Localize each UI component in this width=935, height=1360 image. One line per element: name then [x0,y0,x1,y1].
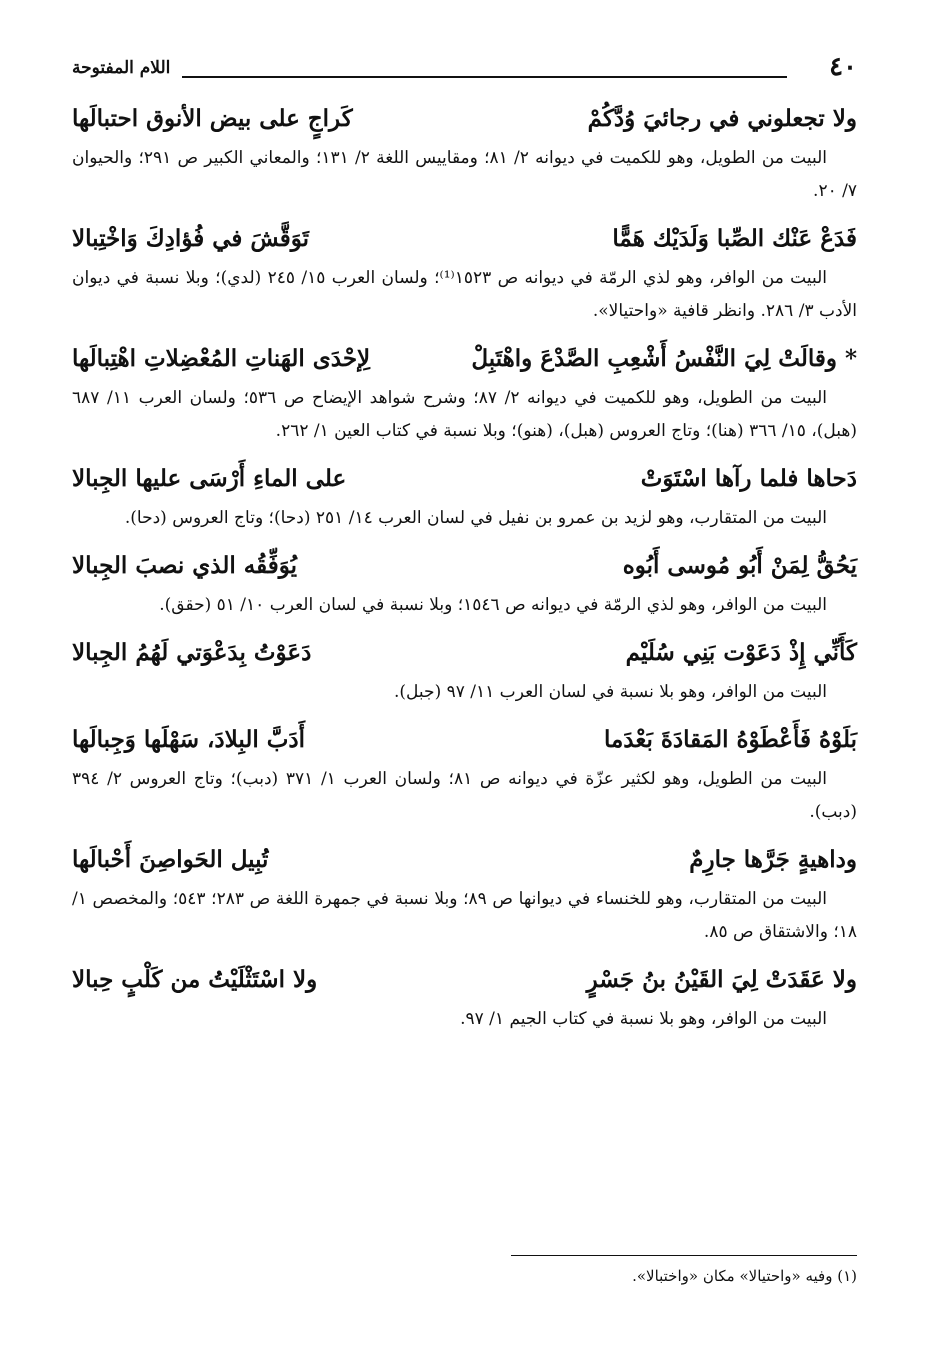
verse-line [72,456,857,502]
poem-entry [72,336,857,448]
verse-line [72,717,857,763]
verse-first-hemistich: يَحُقُّ لِمَنْ أَبُو مُوسى أَبُوه [622,552,857,579]
verse-note: البيت من المتقارب، وهو للخنساء في ديوانها ص ٨٩؛ وبلا نسبة في جمهرة اللغة ص ٢٨٣؛ ٥٤٣؛ والمخصص ١/ ١٨؛ والاشتقاق ص ٨٥. [72,889,857,942]
verse-second-hemistich: دَعَوْتُ بِدَعْوَتي لَهُمُ الجِبالا [72,639,312,666]
section-title: اللام المفتوحة [72,58,171,78]
verse-first-hemistich: كَأَنِّي إِذْ دَعَوْت بَنِي سُلَيْم [625,639,857,666]
verse-note: البيت من الوافر، وهو لذي الرمّة في ديوانه ص ١٥٤٦؛ وبلا نسبة في لسان العرب ١٠/ ٥١ (حقق). [159,595,827,615]
verse-line [72,216,857,262]
verse-line [72,543,857,589]
verse-note: البيت من الطويل، وهو لكثير عزّة في ديوانه ص ٨١؛ ولسان العرب ١/ ٣٧١ (دبب)؛ وتاج العروس ٢/ ٣٩٤ (دبب). [72,769,857,822]
verse-second-hemistich: ولا اسْتَثْلَيْتُ من كَلْبٍ حِبالا [72,966,318,993]
verse-second-hemistich: كَراجٍ على بيض الأنوق احتبالَها [72,105,353,132]
poem-entry [72,543,857,622]
page-content [72,96,857,1044]
poem-entry [72,957,857,1036]
verse-note: البيت من الوافر، وهو لذي الرمّة في ديوانه ص ١٥٢٣⁽¹⁾؛ ولسان العرب ١٥/ ٢٤٥ (لدي)؛ وبلا نسبة في ديوان الأدب ٣/ ٢٨٦. وانظر قافية «واحتيالا». [72,268,857,321]
poem-entry [72,717,857,829]
verse-line [72,96,857,142]
poem-entry [72,96,857,208]
verse-line [72,336,857,382]
page-header [72,52,857,92]
verse-first-hemistich: * وقالَتْ لِيَ النَّفْسُ أَشْعِبِ الصَّدْعَ واهْتَبِلْ [471,345,857,372]
poem-entry [72,837,857,949]
poem-entry [72,456,857,535]
verse-second-hemistich: تُبِيل الحَواصِنَ أَحْبالَها [72,846,269,873]
verse-second-hemistich: تَوَقَّشَ في فُؤادِكَ وَاخْتِبالا [72,225,309,252]
verse-second-hemistich: يُوَفِّقُه الذي نصبَ الجِبالا [72,552,297,579]
verse-first-hemistich: بَلَوْهُ فَأَعْطَوْهُ المَقادَةَ بَعْدَما [603,726,857,753]
verse-note: البيت من المتقارب، وهو لزيد بن عمرو بن نفيل في لسان العرب ١٤/ ٢٥١ (دحا)؛ وتاج العروس (دحا). [124,508,827,528]
verse-note: البيت من الطويل، وهو للكميت في ديوانه ٢/ ٨١؛ ومقاييس اللغة ٢/ ١٣١؛ والمعاني الكبير ص ٢٩١؛ والحيوان ٧/ ٢٠. [72,148,857,201]
page-number: ٤٠ [829,52,857,82]
verse-first-hemistich: فَدَعْ عَنْك الصِّبا وَلَدَيْك هَمًّا [612,225,857,252]
verse-second-hemistich: على الماءِ أَرْسَى عليها الجِبالا [72,465,347,492]
verse-note: البيت من الطويل، وهو للكميت في ديوانه ٢/ ٨٧؛ وشرح شواهد الإيضاح ص ٥٣٦؛ ولسان العرب ١١/ ٦٨٧ (هبل)، ١٥/ ٣٦٦ (هنا)؛ وتاج العروس (هبل)، (هنو)؛ وبلا نسبة في كتاب العين ١/ ٢٦٢. [72,388,857,441]
poem-entry [72,630,857,709]
verse-note: البيت من الوافر، وهو بلا نسبة في لسان العرب ١١/ ٩٧ (جبل). [394,682,827,702]
verse-second-hemistich: لِإحْدَى الهَناتِ المُعْضِلاتِ اهْتِبالَها [72,345,371,372]
footnote-divider [511,1255,857,1256]
verse-first-hemistich: ولا تجعلوني في رجائيَ وُدَّكُمْ [587,105,857,132]
verse-note: البيت من الوافر، وهو بلا نسبة في كتاب الجيم ١/ ٩٧. [460,1009,827,1029]
footnote: (١) وفيه «واحتيالا» مكان «واختبالا». [632,1267,857,1285]
verse-first-hemistich: دَحاها فلما رآها اسْتَوَتْ [640,465,857,492]
poem-entry [72,216,857,328]
verse-first-hemistich: وداهيةٍ جَرَّها جارِمٌ [689,846,857,873]
verse-line [72,957,857,1003]
verse-line [72,837,857,883]
verse-line [72,630,857,676]
verse-second-hemistich: أَدَبَّ البِلادَ، سَهْلَها وَجِبالَها [72,726,306,753]
verse-first-hemistich: ولا عَقَدَتْ لِيَ القَيْنُ بنُ جَسْرٍ [586,966,857,993]
header-rule [182,76,787,78]
